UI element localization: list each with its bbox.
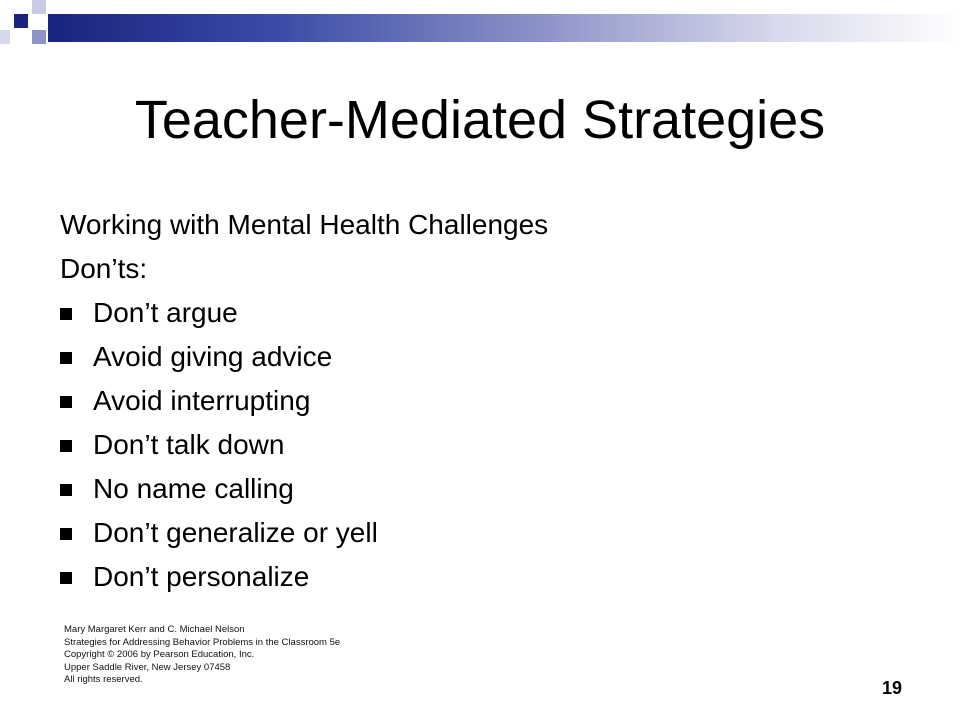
bullet-text: No name calling: [93, 473, 294, 504]
bullet-item: [60, 335, 548, 379]
citation-line: Mary Margaret Kerr and C. Michael Nelson: [64, 624, 245, 635]
citation-line: Strategies for Addressing Behavior Problems in the Classroom 5e: [64, 636, 341, 648]
bullet-text: Don’t argue: [93, 297, 238, 328]
header-square: [0, 30, 10, 44]
slide-subtitle: Working with Mental Health Challenges: [60, 209, 549, 240]
slide-title: Teacher-Mediated Strategies: [134, 90, 826, 150]
bullet-item: [60, 467, 548, 511]
header-square: [32, 0, 46, 14]
header-gradient-bar: [48, 14, 960, 42]
square-bullet-icon: [60, 440, 72, 452]
slide-content: [60, 203, 548, 599]
bullet-item: [60, 511, 548, 555]
bullet-item: [60, 379, 548, 423]
header-square: [14, 14, 28, 28]
copyright-citation: [64, 624, 340, 687]
bullet-text: Avoid giving advice: [93, 341, 333, 372]
header-square: [32, 30, 46, 44]
bullet-text: Don’t personalize: [93, 561, 310, 592]
citation-line: Copyright © 2006 by Pearson Education, Inc.: [64, 649, 255, 660]
bullet-item: [60, 291, 548, 335]
citation-line: All rights reserved.: [64, 674, 143, 685]
citation-line: Upper Saddle River, New Jersey 07458: [64, 661, 231, 673]
section-label: Don’ts:: [60, 253, 148, 284]
bullet-text: Don’t talk down: [93, 429, 285, 460]
square-bullet-icon: [60, 352, 72, 364]
bullet-item: [60, 423, 548, 467]
square-bullet-icon: [60, 484, 72, 496]
bullet-text: Avoid interrupting: [93, 385, 311, 416]
square-bullet-icon: [60, 572, 72, 584]
square-bullet-icon: [60, 528, 72, 540]
page-number: 19: [881, 678, 902, 698]
bullet-item: [60, 555, 548, 599]
square-bullet-icon: [60, 308, 72, 320]
square-bullet-icon: [60, 396, 72, 408]
bullet-list: [60, 291, 548, 599]
bullet-text: Don’t generalize or yell: [93, 517, 378, 548]
